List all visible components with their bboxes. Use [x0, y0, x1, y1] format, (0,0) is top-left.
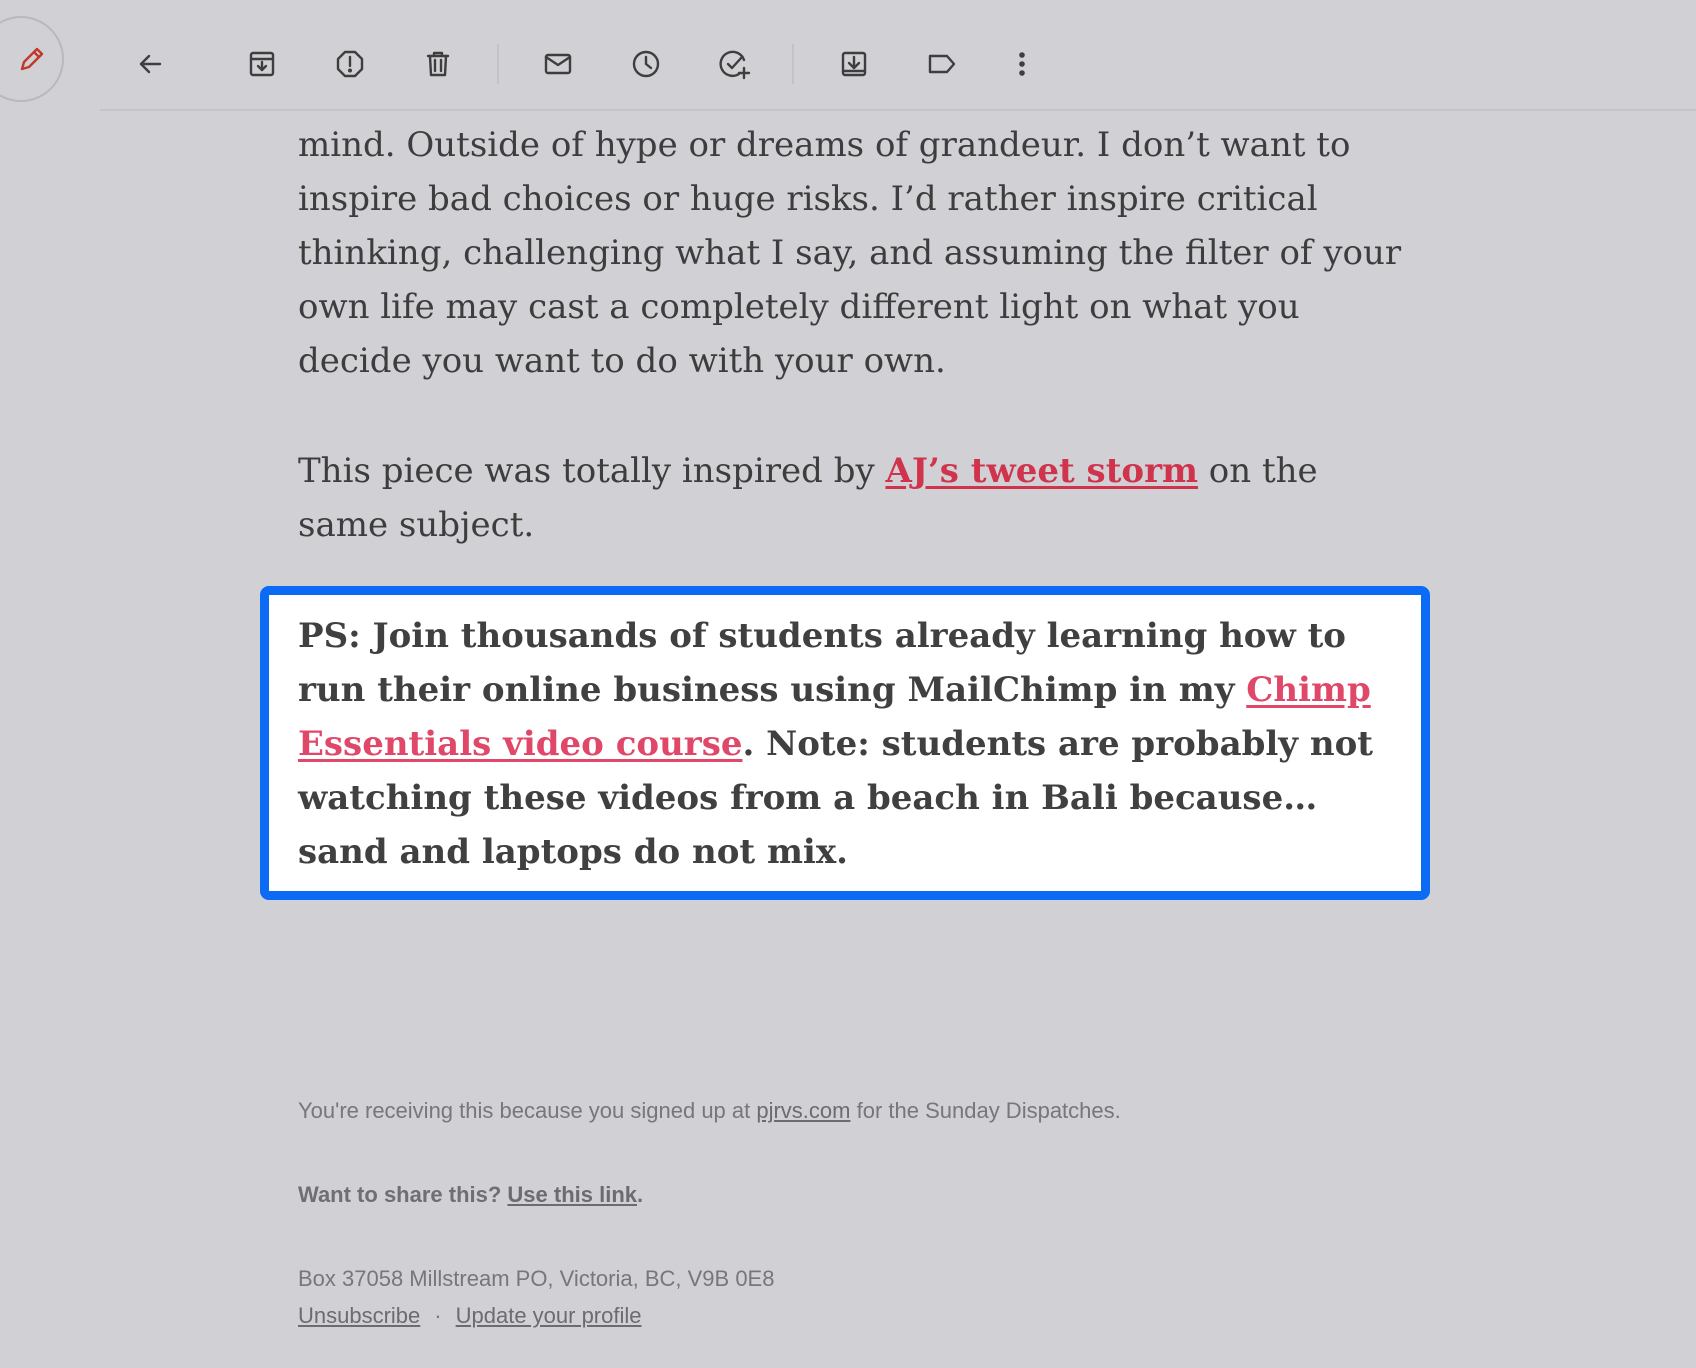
mark-unread-button[interactable] — [536, 42, 580, 86]
share-notice — [298, 1182, 1448, 1208]
add-task-icon — [717, 47, 751, 81]
back-button[interactable] — [128, 42, 172, 86]
unsubscribe-link[interactable]: Unsubscribe — [298, 1303, 421, 1328]
share-link[interactable]: Use this link — [507, 1182, 638, 1207]
inspiration-text-end: on the same subject. — [298, 451, 1318, 545]
report-spam-icon — [333, 47, 367, 81]
body-paragraph: mind. Outside of hype or dreams of grandeur. I don’t want to inspire bad choices or huge risks. I’d rather inspire critical thinking, challenging what I say, and assuming the filter of your own life may cast a completely different light on what you decide you want to do with your own. — [298, 125, 1402, 381]
toolbar-separator — [792, 44, 794, 84]
snooze-icon — [629, 47, 663, 81]
report-spam-button[interactable] — [328, 42, 372, 86]
receiving-notice — [298, 1098, 1448, 1124]
more-options-button[interactable] — [1000, 42, 1044, 86]
toolbar-separator — [497, 44, 499, 84]
footer-links — [298, 1303, 1448, 1329]
snooze-button[interactable] — [624, 42, 668, 86]
label-button[interactable] — [920, 42, 964, 86]
inspiration-text: This piece was totally inspired by — [298, 451, 886, 491]
compose-button[interactable] — [0, 16, 64, 102]
ps-paragraph — [298, 609, 1418, 879]
tweet-storm-link[interactable]: AJ’s tweet storm — [885, 451, 1198, 491]
receiving-text-end: for the Sunday Dispatches. — [850, 1098, 1121, 1123]
pjrvs-link[interactable]: pjrvs.com — [756, 1098, 851, 1123]
share-text: Want to share this? — [298, 1182, 508, 1207]
share-text-end: . — [637, 1182, 644, 1207]
chimp-essentials-link[interactable]: Chimp Essentials video course — [298, 670, 1371, 764]
delete-icon — [421, 47, 455, 81]
footer-separator: · — [434, 1303, 442, 1328]
mark-unread-icon — [541, 47, 575, 81]
add-task-button[interactable] — [712, 42, 756, 86]
mailing-address: Box 37058 Millstream PO, Victoria, BC, V9B 0E8 — [298, 1266, 775, 1291]
email-toolbar — [0, 0, 1696, 110]
compose-pencil-icon — [15, 42, 49, 76]
ps-highlight-box — [260, 586, 1430, 900]
update-profile-link[interactable]: Update your profile — [455, 1303, 642, 1328]
archive-icon — [245, 47, 279, 81]
toolbar-divider — [100, 109, 1696, 111]
receiving-text: You're receiving this because you signed up at — [298, 1098, 757, 1123]
move-to-icon — [837, 47, 871, 81]
archive-button[interactable] — [240, 42, 284, 86]
inspiration-paragraph — [298, 444, 1408, 552]
back-arrow-icon — [133, 47, 167, 81]
delete-button[interactable] — [416, 42, 460, 86]
label-icon — [925, 47, 959, 81]
more-vertical-icon — [1005, 47, 1039, 81]
ps-text: PS: Join thousands of students already learning how to run their online business using MailChimp in my — [298, 616, 1346, 710]
move-to-button[interactable] — [832, 42, 876, 86]
ps-text-end: . Note: students are probably not watching these videos from a beach in Bali because… sand and laptops do not mix. — [298, 724, 1373, 872]
